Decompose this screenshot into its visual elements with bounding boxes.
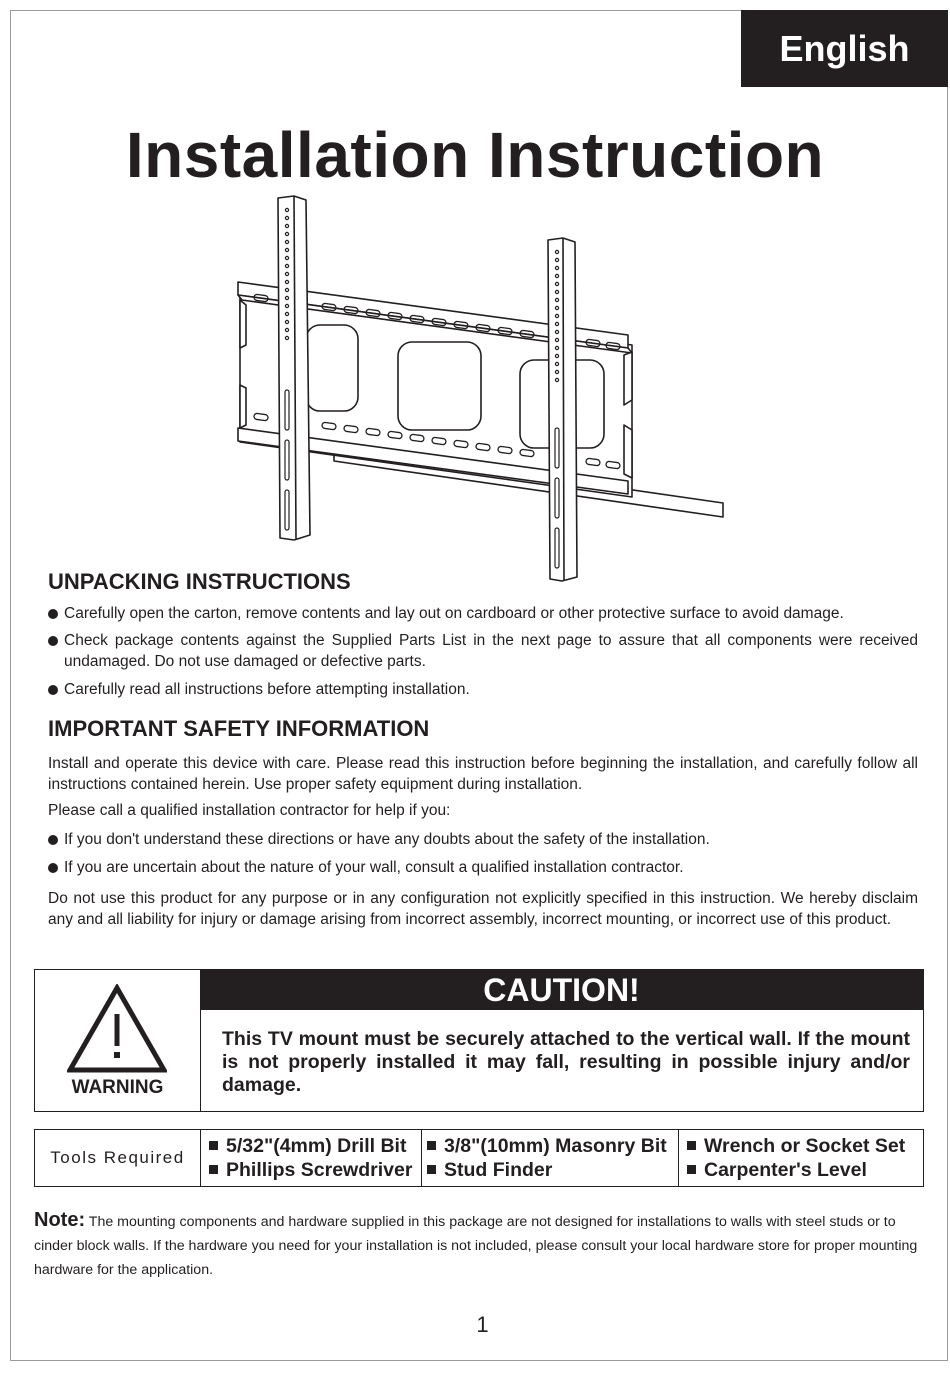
tool-item: Wrench or Socket Set: [687, 1135, 905, 1158]
tools-column: [679, 1130, 923, 1186]
note-paragraph: [34, 1208, 926, 1282]
safety-call: Please call a qualified installation contractor for help if you:: [48, 802, 451, 819]
bullet-icon: [48, 685, 58, 695]
page-number: 1: [476, 1312, 489, 1337]
note-text: The mounting components and hardware supplied in this package are not designed for installations to walls with steel studs or to cinder block walls. If the hardware you need for your installation is not included, please consult your local hardware store for proper mounting hardware for the application.: [34, 1214, 918, 1278]
square-bullet-icon: [427, 1165, 436, 1174]
safety-item: If you don't understand these directions or have any doubts about the safety of the installation.: [48, 829, 918, 850]
tool-item: Phillips Screwdriver: [209, 1159, 412, 1182]
warning-triangle-icon: [67, 984, 167, 1074]
warning-label: WARNING: [71, 1077, 164, 1098]
tools-required-table: [34, 1129, 924, 1187]
unpacking-item: Carefully read all instructions before attempting installation.: [48, 679, 918, 700]
square-bullet-icon: [687, 1141, 696, 1150]
square-bullet-icon: [427, 1141, 436, 1150]
warning-panel: [35, 970, 201, 1111]
safety-item: If you are uncertain about the nature of your wall, consult a qualified installation contractor.: [48, 857, 918, 878]
tools-column: [201, 1130, 422, 1186]
tool-item: Stud Finder: [427, 1159, 552, 1182]
caution-message: This TV mount must be securely attached to the vertical wall. If the mount is not properly installed it may fall, resulting in possible injury and/or damage.: [222, 1028, 910, 1096]
unpacking-heading: UNPACKING INSTRUCTIONS: [48, 569, 351, 594]
safety-disclaimer: Do not use this product for any purpose or in any configuration not explicitly specified in this instruction. We hereby disclaim any and all liability for injury or damage arising from incorrect assembly, incorrect mounting, or incorrect use of this product.: [48, 890, 918, 928]
safety-heading: IMPORTANT SAFETY INFORMATION: [48, 716, 430, 741]
square-bullet-icon: [209, 1165, 218, 1174]
note-label: Note:: [34, 1209, 86, 1231]
square-bullet-icon: [209, 1141, 218, 1150]
bullet-icon: [48, 636, 58, 646]
tool-item: 5/32"(4mm) Drill Bit: [209, 1135, 406, 1158]
tool-item: Carpenter's Level: [687, 1159, 867, 1182]
square-bullet-icon: [687, 1165, 696, 1174]
tv-wall-mount-illustration: [230, 190, 730, 590]
bullet-icon: [48, 609, 58, 619]
tools-label: Tools Required: [35, 1130, 201, 1186]
language-label: English: [779, 27, 910, 69]
unpacking-item: Check package contents against the Supplied Parts List in the next page to assure that all components were received undamaged. Do not use damaged or defective parts.: [48, 630, 918, 672]
language-tab: [741, 10, 948, 87]
bullet-icon: [48, 863, 58, 873]
tools-column: [422, 1130, 679, 1186]
bullet-icon: [48, 835, 58, 845]
tool-item: 3/8"(10mm) Masonry Bit: [427, 1135, 667, 1158]
caution-box: [34, 969, 924, 1112]
safety-intro: Install and operate this device with care. Please read this instruction before beginning the installation, and carefully follow all instructions contained herein. Use proper safety equipment during installation.: [48, 755, 918, 793]
caution-heading: CAUTION!: [200, 970, 923, 1010]
unpacking-item: Carefully open the carton, remove contents and lay out on cardboard or other protective surface to avoid damage.: [48, 603, 918, 624]
page-title: Installation Instruction: [125, 119, 825, 191]
